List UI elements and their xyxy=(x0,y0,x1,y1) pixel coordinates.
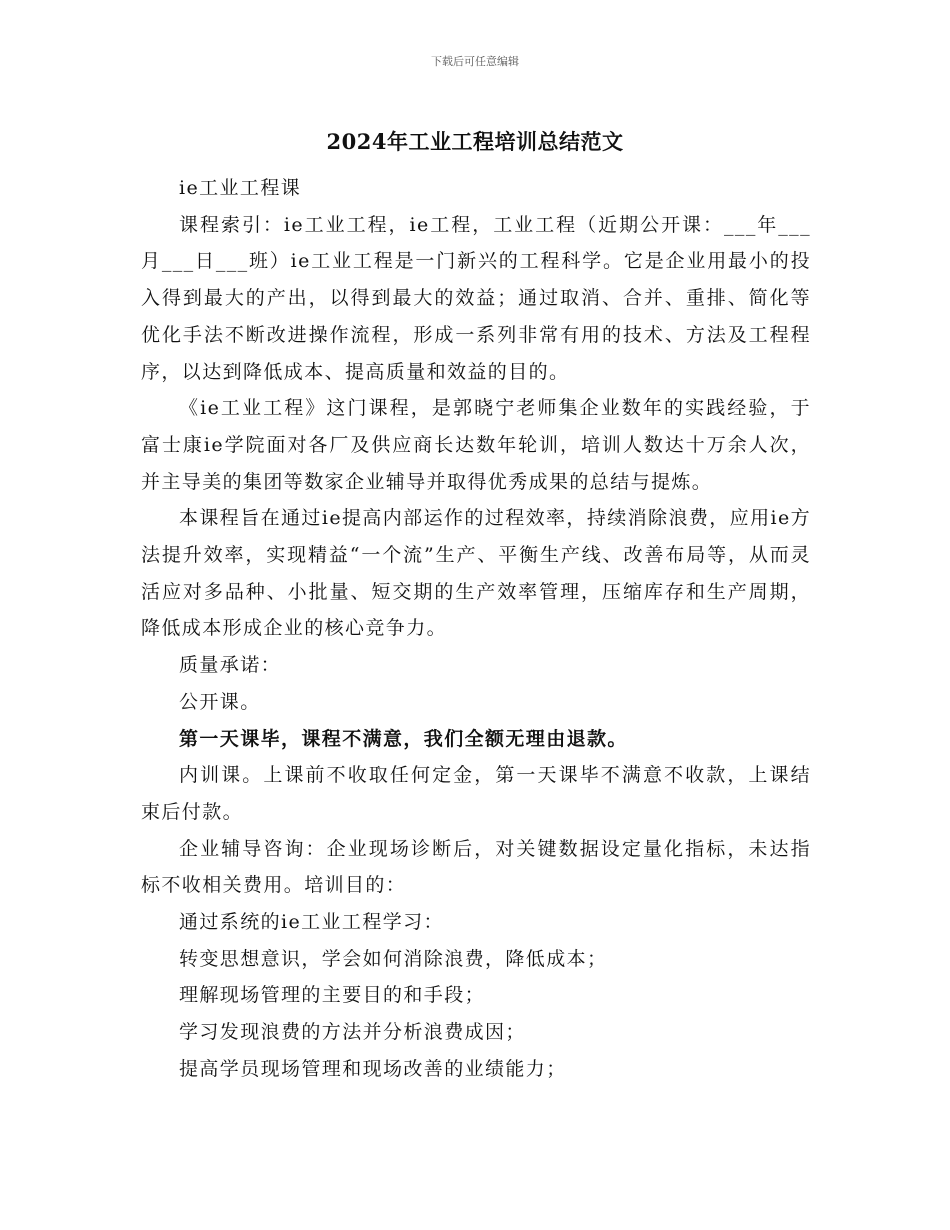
paragraph-study-intro: 通过系统的ie工业工程学习： xyxy=(179,911,444,934)
list-item: 学习发现浪费的方法并分析浪费成因； xyxy=(179,1021,526,1044)
paragraph-course-index: 课程索引：ie工业工程，ie工程，工业工程（近期公开课：___年___月___日___班）ie工业工程是一门新兴的工程科学。它是企业用最小的投入得到最大的产出，以得到最大的效益；通过取消、合并、重排、简化等优化手法不断改进操作流程，形成一系列非常有用的技术、方法及工程程序，以达到降低成本、提高质量和效益的目的。 xyxy=(141,213,811,383)
paragraph-course-name: ie工业工程课 xyxy=(179,177,302,199)
list-item: 理解现场管理的主要目的和手段； xyxy=(179,984,486,1007)
paragraph-course-origin: 《ie工业工程》这门课程，是郭晓宁老师集企业数年的实践经验，于富士康ie学院面对各厂及供应商长达数年轮训，培训人数达十万余人次，并主导美的集团等数家企业辅导并取得优秀成果的总结与提炼。 xyxy=(141,397,811,493)
paragraph-refund-promise: 第一天课毕，课程不满意，我们全额无理由退款。 xyxy=(179,727,628,750)
document-title: 2024年工业工程培训总结范文 xyxy=(326,129,624,154)
header-note: 下载后可任意编辑 xyxy=(431,55,519,68)
document-body xyxy=(141,170,811,1088)
paragraph-consulting: 企业辅导咨询：企业现场诊断后，对关键数据设定量化指标，未达指标不收相关费用。培训目的： xyxy=(141,837,811,897)
paragraph-public-course: 公开课。 xyxy=(179,690,261,713)
paragraph-quality-promise: 质量承诺： xyxy=(179,654,282,677)
paragraph-course-aim: 本课程旨在通过ie提高内部运作的过程效率，持续消除浪费，应用ie方法提升效率，实现精益“一个流”生产、平衡生产线、改善布局等，从而灵活应对多品种、小批量、短交期的生产效率管理，压缩库存和生产周期，降低成本形成企业的核心竞争力。 xyxy=(141,507,811,640)
paragraph-internal-course: 内训课。上课前不收取任何定金，第一天课毕不满意不收款，上课结束后付款。 xyxy=(141,764,811,823)
list-item: 转变思想意识，学会如何消除浪费，降低成本； xyxy=(179,947,608,970)
list-item: 提高学员现场管理和现场改善的业绩能力； xyxy=(179,1057,567,1080)
